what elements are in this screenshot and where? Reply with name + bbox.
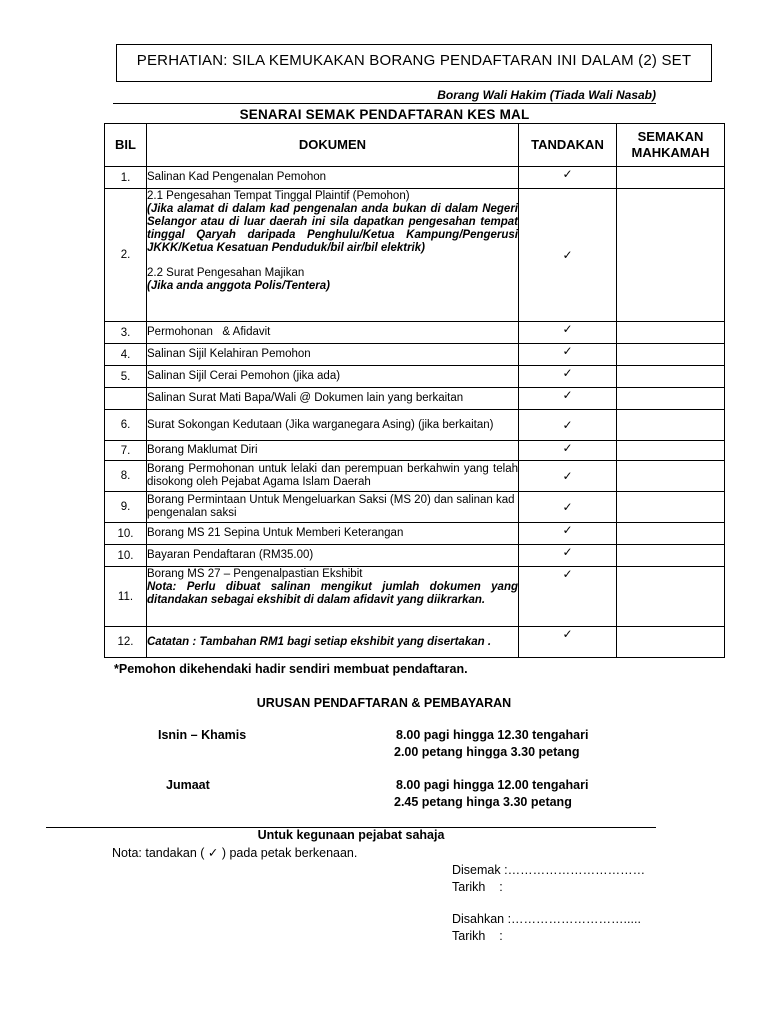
court-check-cell[interactable] <box>617 567 725 627</box>
row-number: 3. <box>105 322 147 344</box>
row-document <box>147 189 519 322</box>
schedule-slot: 2.00 petang hingga 3.30 petang <box>394 745 580 759</box>
doc-11-note: Nota: Perlu dibuat salinan mengikut jumlah dokumen yang ditandakan sebagai ekshibit di dalam afidavit yang diikrarkan. <box>147 581 518 606</box>
form-reference: Borang Wali Hakim (Tiada Wali Nasab) <box>437 88 656 102</box>
header-tandakan: TANDAKAN <box>519 124 617 167</box>
court-check-cell[interactable] <box>617 441 725 461</box>
checklist-title: SENARAI SEMAK PENDAFTARAN KES MAL <box>239 107 530 122</box>
row-number: 2. <box>105 189 147 322</box>
row-number: 5. <box>105 366 147 388</box>
tick-mark[interactable]: ✓ <box>519 461 617 492</box>
row-document <box>147 567 519 627</box>
divider-top <box>113 103 656 104</box>
approved-by-line: Disahkan :………………………..... <box>452 912 641 926</box>
court-check-cell[interactable] <box>617 410 725 441</box>
table-row <box>105 545 725 567</box>
tick-mark[interactable]: ✓ <box>519 344 617 366</box>
court-check-cell[interactable] <box>617 388 725 410</box>
row-document: Borang Permohonan untuk lelaki dan perempuan berkahwin yang telah disokong oleh Pejabat Agama Islam Daerah <box>147 461 519 492</box>
row-number: 11. <box>105 567 147 627</box>
date-line: Tarikh : <box>452 929 503 943</box>
section-heading: URUSAN PENDAFTARAN & PEMBAYARAN <box>256 696 512 710</box>
table-row <box>105 189 725 322</box>
tick-mark[interactable]: ✓ <box>519 366 617 388</box>
table-row <box>105 167 725 189</box>
tick-mark[interactable]: ✓ <box>519 167 617 189</box>
row-number: 7. <box>105 441 147 461</box>
row-number: 8. <box>105 461 147 492</box>
header-dokumen: DOKUMEN <box>147 124 519 167</box>
tick-mark[interactable]: ✓ <box>519 189 617 322</box>
doc-2-2: 2.2 Surat Pengesahan Majikan <box>147 267 305 279</box>
row-document: Salinan Kad Pengenalan Pemohon <box>147 167 519 189</box>
court-check-cell[interactable] <box>617 189 725 322</box>
tick-instruction: Nota: tandakan ( ✓ ) pada petak berkenaan. <box>112 846 358 860</box>
row-document: Salinan Sijil Kelahiran Pemohon <box>147 344 519 366</box>
table-row <box>105 322 725 344</box>
court-check-cell[interactable] <box>617 344 725 366</box>
table-row <box>105 627 725 658</box>
checklist-table <box>104 123 725 658</box>
row-number: 12. <box>105 627 147 658</box>
table-header-row <box>105 124 725 167</box>
schedule-slot: 8.00 pagi hingga 12.00 tengahari <box>396 778 589 792</box>
row-document: Catatan : Tambahan RM1 bagi setiap ekshibit yang disertakan . <box>147 627 519 658</box>
row-document: Bayaran Pendaftaran (RM35.00) <box>147 545 519 567</box>
row-document: Borang Maklumat Diri <box>147 441 519 461</box>
row-number: 9. <box>105 492 147 523</box>
tick-mark[interactable]: ✓ <box>519 388 617 410</box>
schedule-days: Isnin – Khamis <box>158 728 247 742</box>
table-row <box>105 523 725 545</box>
row-number: 10. <box>105 545 147 567</box>
table-row <box>105 461 725 492</box>
attendance-footnote: *Pemohon dikehendaki hadir sendiri membuat pendaftaran. <box>114 662 468 676</box>
row-number: 4. <box>105 344 147 366</box>
doc-2-2-note: (Jika anda anggota Polis/Tentera) <box>147 280 330 292</box>
row-document: Borang MS 21 Sepina Untuk Memberi Keterangan <box>147 523 519 545</box>
row-document: Borang Permintaan Untuk Mengeluarkan Saksi (MS 20) dan salinan kad pengenalan saksi <box>147 492 519 523</box>
row-number: 1. <box>105 167 147 189</box>
court-check-cell[interactable] <box>617 523 725 545</box>
table-row <box>105 366 725 388</box>
header-semakan <box>617 124 725 167</box>
header-semakan-line1: SEMAKAN <box>637 129 704 144</box>
row-document: Permohonan & Afidavit <box>147 322 519 344</box>
table-row <box>105 441 725 461</box>
row-document: Salinan Sijil Cerai Pemohon (jika ada) <box>147 366 519 388</box>
table-row <box>105 410 725 441</box>
row-number: 10. <box>105 523 147 545</box>
tick-mark[interactable]: ✓ <box>519 567 617 627</box>
tick-mark[interactable]: ✓ <box>519 441 617 461</box>
court-check-cell[interactable] <box>617 366 725 388</box>
header-semakan-line2: MAHKAMAH <box>631 145 710 160</box>
court-check-cell[interactable] <box>617 167 725 189</box>
court-check-cell[interactable] <box>617 461 725 492</box>
court-check-cell[interactable] <box>617 545 725 567</box>
table-row <box>105 388 725 410</box>
doc-11: Borang MS 27 – Pengenalpastian Ekshibit <box>147 568 363 580</box>
doc-2-1-note: (Jika alamat di dalam kad pengenalan anda bukan di dalam Negeri Selangor atau di luar daerah ini sila dapatkan pengesahan tempat tinggal Qaryah daripada Penghulu/Ketua Kampung/Pengerusi JKKK/Ketua Kesatuan Penduduk/bil air/bil elektrik) <box>147 203 518 254</box>
date-line: Tarikh : <box>452 880 503 894</box>
doc-2-1: 2.1 Pengesahan Tempat Tinggal Plaintif (Pemohon) <box>147 190 410 202</box>
header-bil: BIL <box>105 124 147 167</box>
row-document: Surat Sokongan Kedutaan (Jika warganegara Asing) (jika berkaitan) <box>147 410 519 441</box>
schedule-slot: 2.45 petang hinga 3.30 petang <box>394 795 572 809</box>
tick-mark[interactable]: ✓ <box>519 545 617 567</box>
court-check-cell[interactable] <box>617 627 725 658</box>
row-document: Salinan Surat Mati Bapa/Wali @ Dokumen lain yang berkaitan <box>147 388 519 410</box>
court-check-cell[interactable] <box>617 322 725 344</box>
schedule-days: Jumaat <box>166 778 210 792</box>
schedule-slot: 8.00 pagi hingga 12.30 tengahari <box>396 728 589 742</box>
row-number: 6. <box>105 410 147 441</box>
tick-mark[interactable]: ✓ <box>519 410 617 441</box>
row-number <box>105 388 147 410</box>
table-row <box>105 344 725 366</box>
tick-mark[interactable]: ✓ <box>519 627 617 658</box>
tick-mark[interactable]: ✓ <box>519 322 617 344</box>
tick-mark[interactable]: ✓ <box>519 523 617 545</box>
court-check-cell[interactable] <box>617 492 725 523</box>
notice-text: PERHATIAN: SILA KEMUKAKAN BORANG PENDAFTARAN INI DALAM (2) SET <box>136 52 692 69</box>
table-row <box>105 567 725 627</box>
office-use-heading: Untuk kegunaan pejabat sahaja <box>257 828 445 842</box>
notice-banner <box>116 44 712 82</box>
table-row <box>105 492 725 523</box>
checked-by-line: Disemak :…………………………… <box>452 863 646 877</box>
tick-mark[interactable]: ✓ <box>519 492 617 523</box>
